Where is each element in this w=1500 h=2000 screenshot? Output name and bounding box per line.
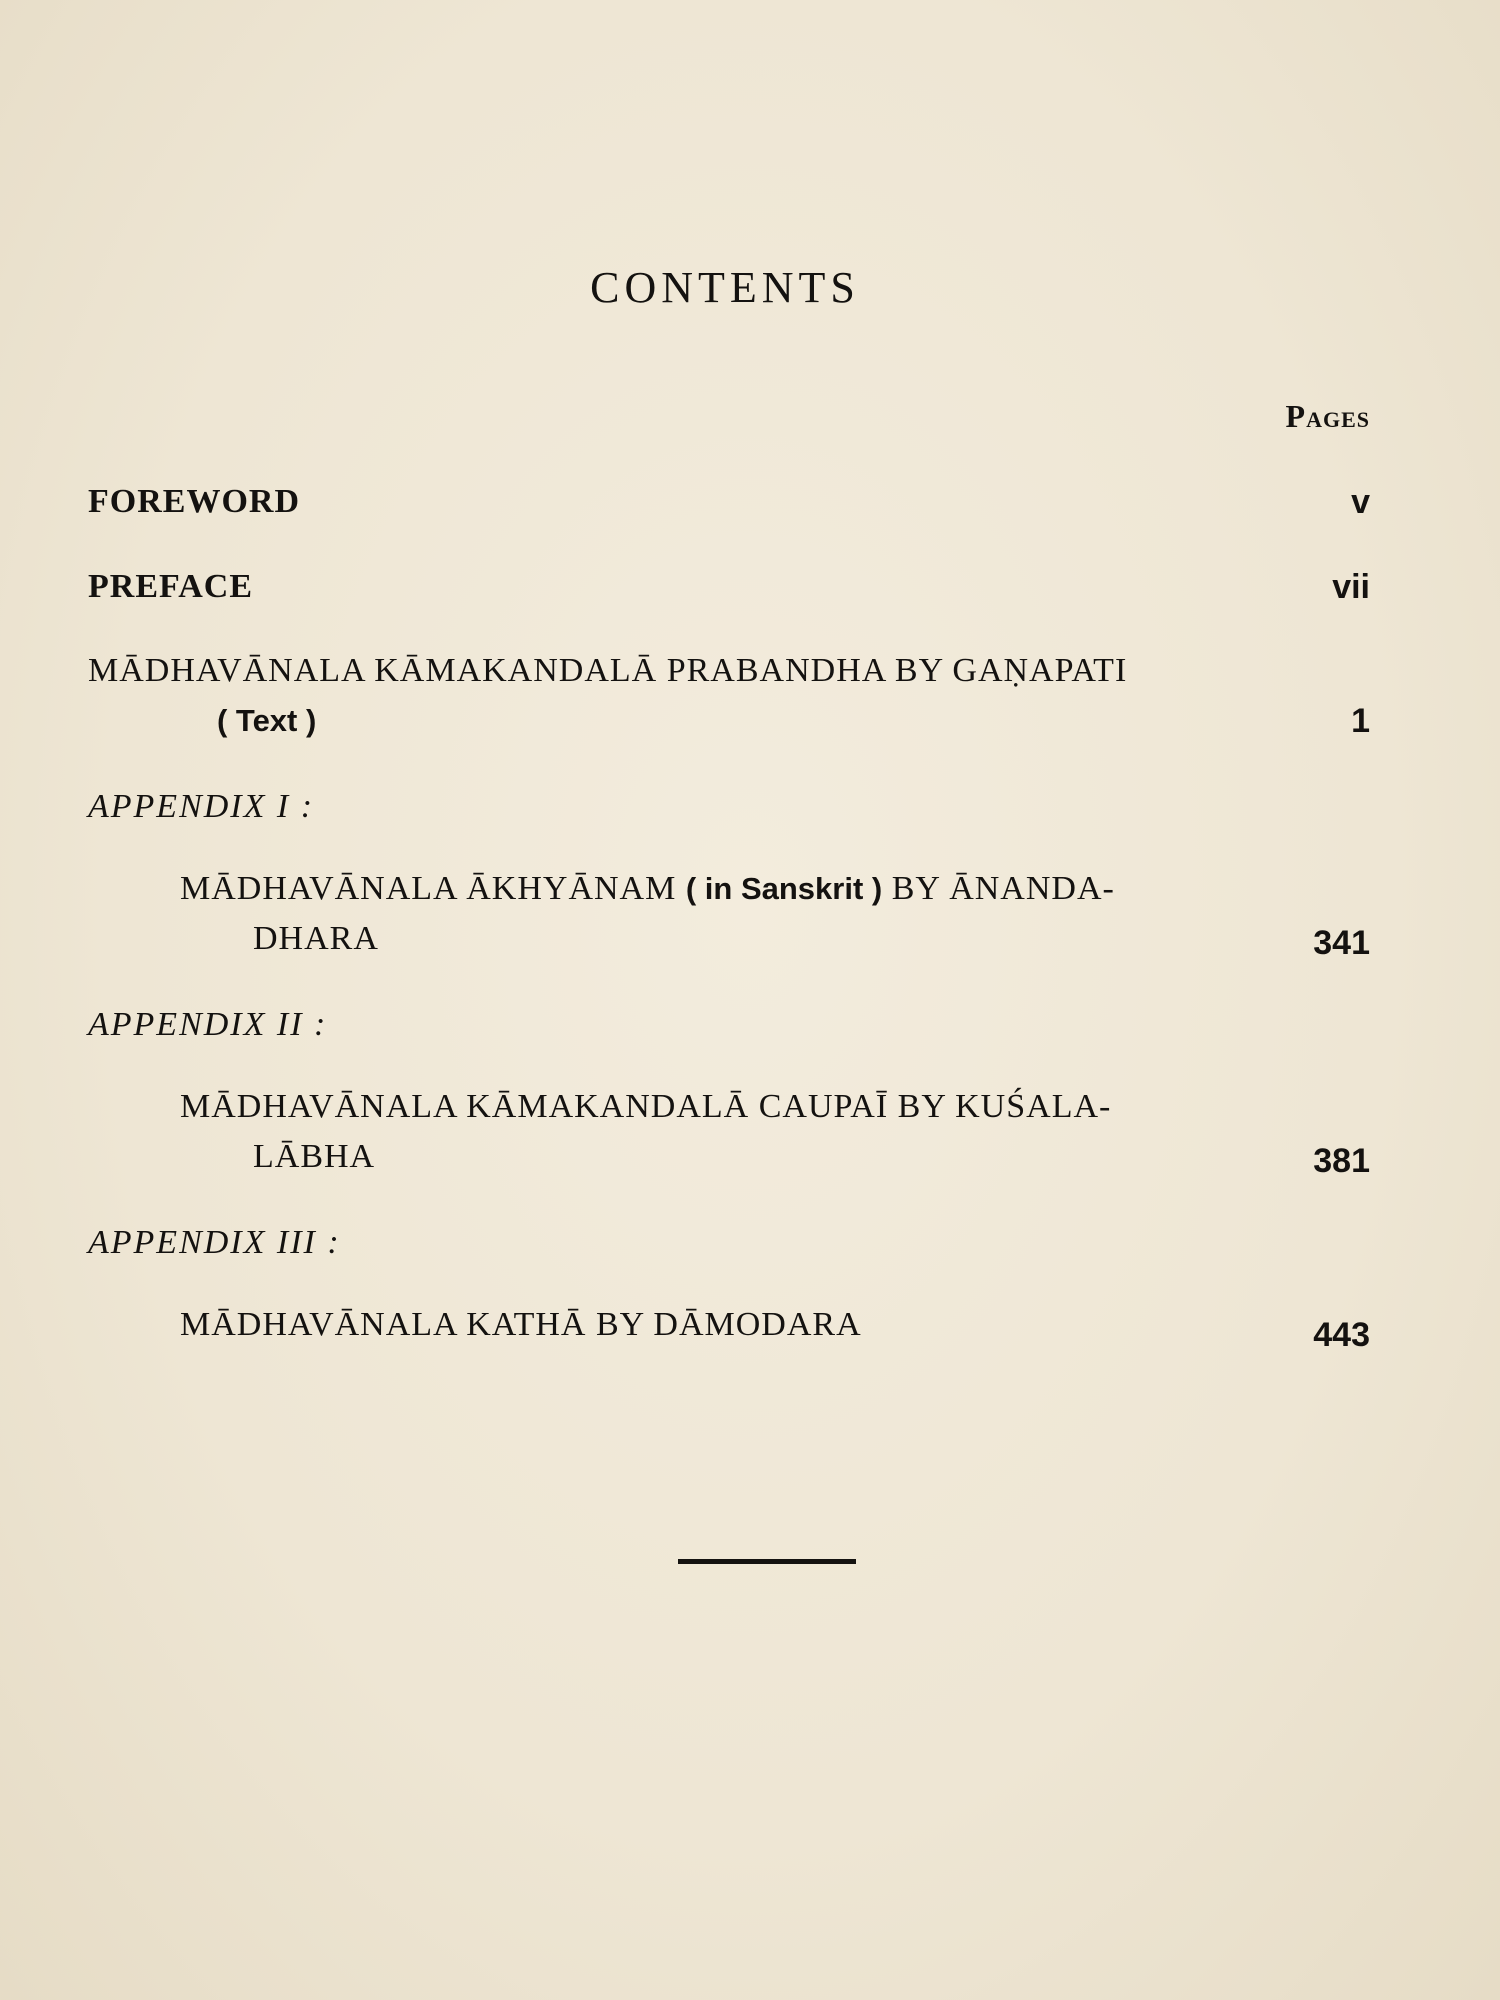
toc-page-appendix-1: 341 [1313,924,1370,962]
pages-column-heading: Pages [1285,398,1370,434]
appendix-1-heading: APPENDIX I : [88,788,315,825]
appendix-2-heading: APPENDIX II : [88,1006,328,1043]
appendix-1-title-part-b: ( in Sanskrit ) [685,871,883,906]
toc-entry-appendix-2: MĀDHAVĀNALA KĀMAKANDALĀ CAUPAĪ BY KUŚALA- [180,1088,1112,1125]
toc-entry-foreword: FOREWORD [88,483,300,520]
toc-page-main-text: 1 [1351,702,1370,740]
toc-page-appendix-2: 381 [1313,1142,1370,1180]
appendix-3-heading: APPENDIX III : [88,1224,341,1261]
toc-page-foreword: v [1351,483,1370,521]
toc-entry-preface: PREFACE [88,568,254,605]
appendix-2-title-line-2: LĀBHA [253,1138,376,1175]
appendix-1-title-line-2: DHARA [253,920,379,957]
appendix-1-title-part-c: BY ĀNANDA- [891,870,1115,907]
toc-entry-main-text: MĀDHAVĀNALA KĀMAKANDALĀ PRABANDHA BY GAṆAPATI [88,652,1128,689]
appendix-1-title-part-a: MĀDHAVĀNALA ĀKHYĀNAM [180,870,677,907]
toc-page-preface: vii [1332,568,1370,606]
toc-entry-main-text-note: ( Text ) [217,703,317,738]
toc-entry-appendix-3: MĀDHAVĀNALA KATHĀ BY DĀMODARA [180,1306,862,1343]
page-title: CONTENTS [590,263,860,312]
toc-page-appendix-3: 443 [1313,1316,1370,1354]
closing-rule [678,1559,856,1564]
toc-entry-appendix-1 [180,870,1115,908]
